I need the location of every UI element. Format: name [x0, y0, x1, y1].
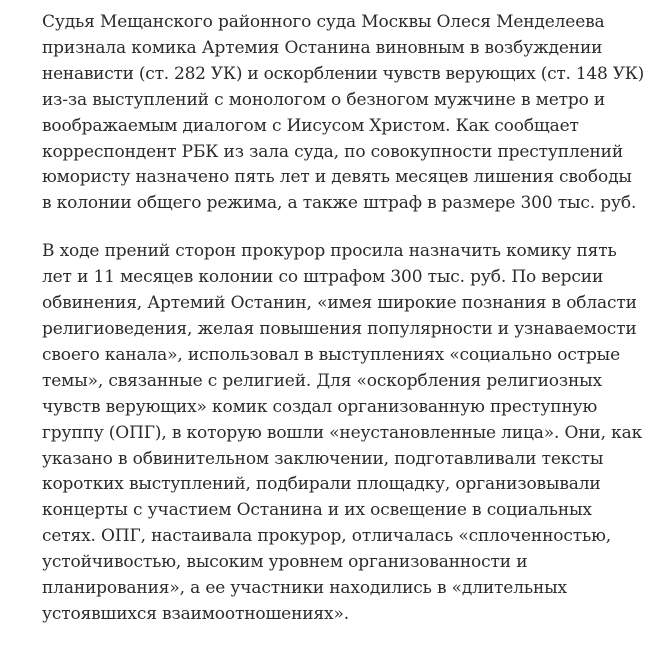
paragraph-line: указано в обвинительном заключении, подготавливали тексты — [42, 448, 604, 469]
paragraph-line: коротких выступлений, подбирали площадку, организовывали — [42, 474, 601, 495]
paragraph-line: в колонии общего режима, а также штраф в размере 300 тыс. руб. — [42, 193, 637, 214]
paragraph-line: сетях. ОПГ, настаивала прокурор, отличалась «сплоченностью, — [42, 526, 611, 547]
paragraph-line: воображаемым диалогом с Иисусом Христом. Как сообщает — [42, 115, 579, 136]
article-paragraph-2 — [42, 239, 643, 628]
paragraph-line: устоявшихся взаимоотношениях». — [42, 603, 349, 624]
paragraph-line: лет и 11 месяцев колонии со штрафом 300 тыс. руб. По версии — [42, 267, 604, 288]
paragraph-line: обвинения, Артемий Останин, «имея широкие познания в области — [42, 293, 637, 314]
paragraph-line: религиоведения, желая повышения популярности и узнаваемости — [42, 318, 637, 339]
paragraph-line: группу (ОПГ), в которую вошли «неустановленные лица». Они, как — [42, 422, 643, 443]
paragraph-line: чувств верующих» комик создал организованную преступную — [42, 396, 598, 417]
article-paragraph-1 — [42, 10, 645, 217]
paragraph-line: юмористу назначено пять лет и девять месяцев лишения свободы — [42, 167, 632, 188]
paragraph-line: планирования», а ее участники находились в «длительных — [42, 578, 567, 599]
paragraph-line: ненависти (ст. 282 УК) и оскорблении чувств верующих (ст. 148 УК) — [42, 63, 645, 84]
paragraph-line: устойчивостью, высоким уровнем организованности и — [42, 552, 528, 573]
paragraph-line: своего канала», использовал в выступлениях «социально острые — [42, 344, 620, 365]
paragraph-line: Судья Мещанского районного суда Москвы Олеся Менделеева — [42, 12, 605, 32]
paragraph-line: из-за выступлений с монологом о безногом мужчине в метро и — [42, 89, 606, 110]
paragraph-line: признала комика Артемия Останина виновным в возбуждении — [42, 37, 603, 58]
article-body — [42, 10, 645, 628]
paragraph-line: В ходе прений сторон прокурор просила назначить комику пять — [42, 241, 617, 262]
paragraph-line: корреспондент РБК из зала суда, по совокупности преступлений — [42, 141, 624, 162]
paragraph-line: концерты с участием Останина и их освещение в социальных — [42, 500, 592, 521]
paragraph-line: темы», связанные с религией. Для «оскорбления религиозных — [42, 370, 602, 391]
